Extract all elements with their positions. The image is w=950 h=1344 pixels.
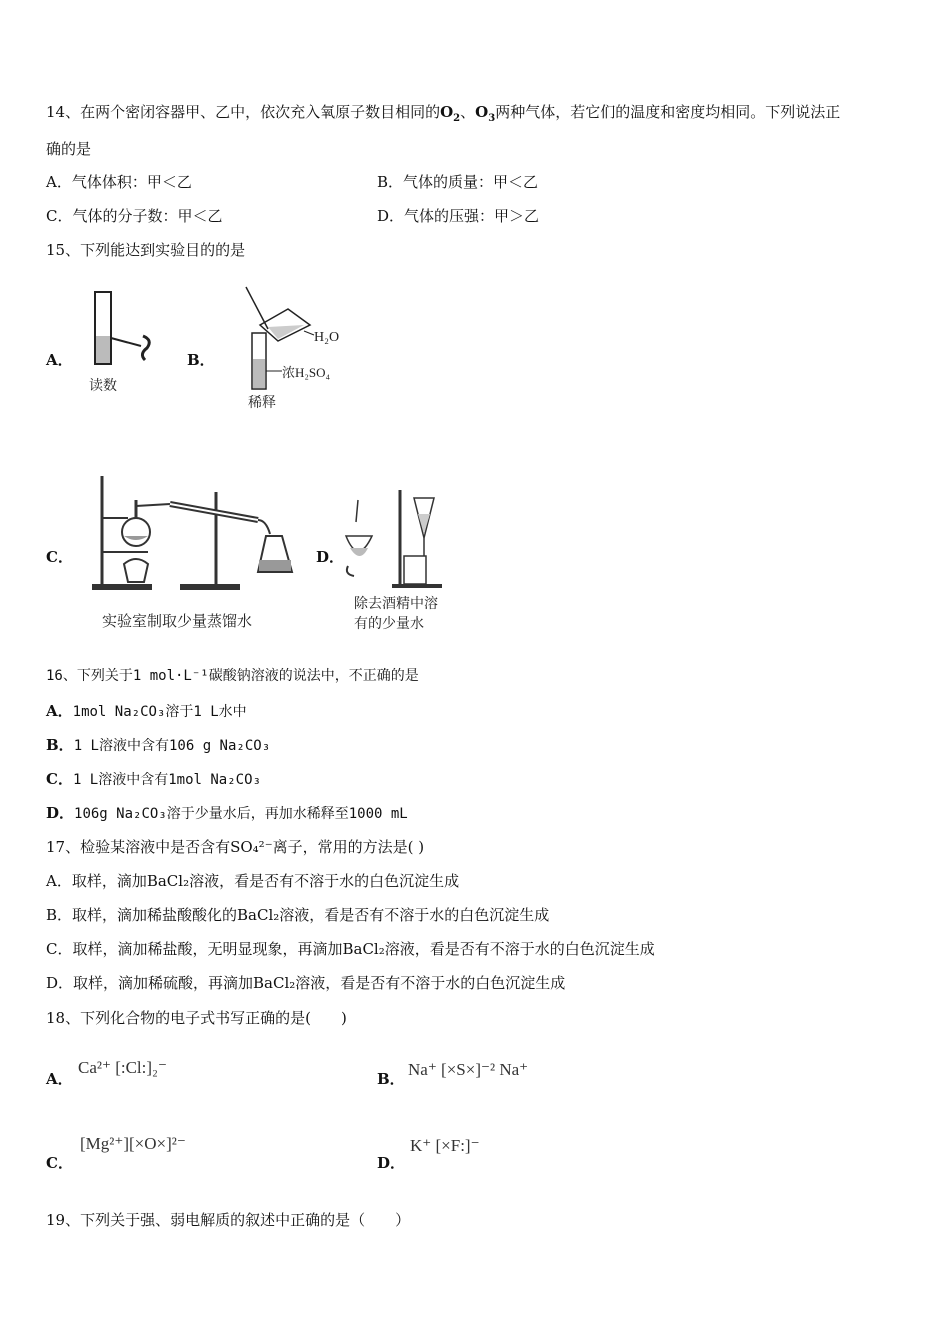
q18-label-a: A． [46, 1070, 73, 1088]
figure-acid-dilution [238, 285, 353, 415]
q18-label-d: D． [377, 1154, 406, 1172]
q17-option-b: B．取样，滴加稀盐酸酸化的BaCl₂溶液，看是否有不溶于水的白色沉淀生成 [46, 906, 550, 924]
q18-formula-a: Ca²⁺ [:Cl:]₂⁻ [78, 1058, 167, 1077]
q15-label-a: A． [46, 351, 73, 369]
q16-option-d: D．106g Na₂CO₃溶于少量水后，再加水稀释至1000 mL [46, 804, 408, 822]
q18-formula-b: Na⁺ [×S×]⁻² Na⁺ [408, 1060, 529, 1079]
q14-option-d: D．气体的压强：甲＞乙 [377, 207, 540, 225]
caption-distilled-water: 实验室制取少量蒸馏水 [102, 612, 253, 630]
q15-label-c: C． [46, 548, 73, 566]
q17-stem: 17、检验某溶液中是否含有SO₄²⁻离子，常用的方法是( ) [46, 838, 425, 856]
q17-option-a: A．取样，滴加BaCl₂溶液，看是否有不溶于水的白色沉淀生成 [46, 872, 460, 890]
q18-label-c: C． [46, 1154, 73, 1172]
q15-stem: 15、下列能达到实验目的的是 [46, 241, 246, 259]
q16-option-a: A．1mol Na₂CO₃溶于1 L水中 [46, 702, 247, 720]
q18-formula-c: [Mg²⁺][×O×]²⁻ [80, 1134, 186, 1153]
q14-option-c: C．气体的分子数：甲＜乙 [46, 207, 223, 225]
q17-option-d: D．取样，滴加稀硫酸，再滴加BaCl₂溶液，看是否有不溶于水的白色沉淀生成 [46, 974, 566, 992]
caption-remove-water-1: 除去酒精中溶 [354, 596, 438, 612]
caption-dilute: 稀释 [248, 395, 276, 411]
q16-option-b: B．1 L溶液中含有106 g Na₂CO₃ [46, 736, 271, 754]
q14-option-b: B．气体的质量：甲＜乙 [377, 173, 539, 191]
figure-graduated-cylinder-reading [85, 288, 165, 398]
caption-water: H₂O [314, 330, 340, 345]
q19-stem: 19、下列关于强、弱电解质的叙述中正确的是（ ） [46, 1211, 411, 1229]
q16-stem: 16、下列关于1 mol·L⁻¹碳酸钠溶液的说法中，不正确的是 [46, 668, 419, 684]
figure-distillation-apparatus [88, 456, 308, 636]
caption-remove-water-2: 有的少量水 [354, 616, 424, 632]
q15-label-d: D． [316, 548, 345, 566]
q14-stem-line2: 确的是 [46, 140, 92, 158]
caption-conc-acid: 浓H₂SO₄ [282, 365, 331, 380]
figure-separatory-funnel [338, 486, 458, 636]
q18-label-b: B． [377, 1070, 405, 1088]
q17-option-c: C．取样，滴加稀盐酸，无明显现象，再滴加BaCl₂溶液，看是否有不溶于水的白色沉淀生成 [46, 940, 655, 958]
caption-reading: 读数 [89, 378, 117, 394]
q18-stem: 18、下列化合物的电子式书写正确的是( ) [46, 1009, 347, 1027]
q14-stem-line1: 14、在两个密闭容器甲、乙中，依次充入氧原子数目相同的$O_2$、$O_3$两种气体，若它们的温度和密度均相同。下列说法正 [46, 103, 841, 124]
q14-option-a: A．气体体积：甲＜乙 [46, 173, 192, 191]
q16-option-c: C．1 L溶液中含有1mol Na₂CO₃ [46, 770, 261, 788]
q15-label-b: B． [187, 351, 215, 369]
q18-formula-d: K⁺ [×F:]⁻ [410, 1136, 480, 1155]
